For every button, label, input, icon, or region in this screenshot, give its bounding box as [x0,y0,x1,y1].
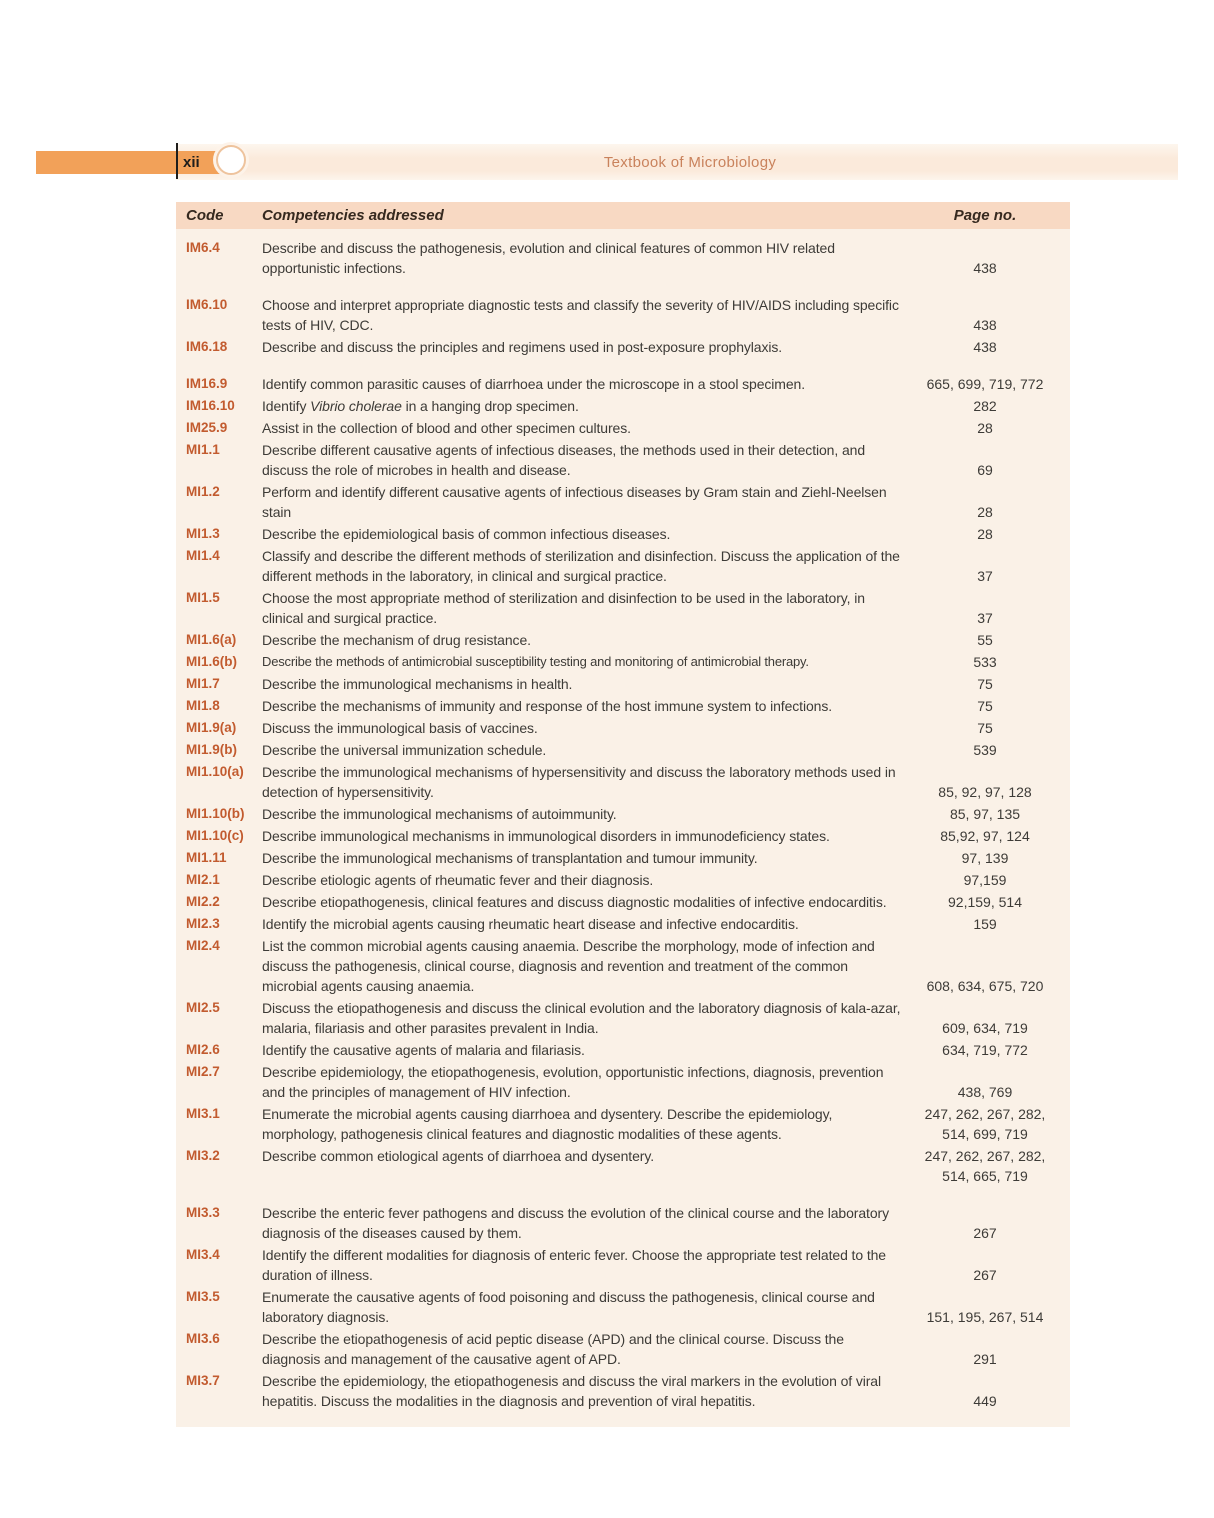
table-row [186,630,1064,650]
table-row [186,696,1064,716]
table-row [186,1371,1064,1411]
competency-description: Identify the causative agents of malaria and filariasis. [262,1042,585,1058]
page-numbers: 37 [977,568,993,584]
competency-code: MI1.8 [186,698,220,713]
page-numbers: 533 [973,654,997,670]
competency-description: Identify Vibrio cholerae in a hanging drop specimen. [262,398,579,414]
competency-description: Enumerate the microbial agents causing diarrhoea and dysentery. Describe the epidemiology, morphology, pathogenesis clinical features and diagnostic modalities of these agents. [262,1106,833,1142]
competency-description: Describe epidemiology, the etiopathogenesis, evolution, opportunistic infections, diagnosis, prevention and the principles of management of HIV infection. [262,1064,884,1100]
table-row [186,848,1064,868]
competency-description: Identify common parasitic causes of diarrhoea under the microscope in a stool specimen. [262,376,806,392]
table-row [186,337,1064,357]
competency-code: MI1.6(b) [186,654,238,669]
competency-code: MI1.9(b) [186,742,238,757]
competency-description: Describe the immunological mechanisms in health. [262,676,573,692]
page-numbers: 438 [973,339,997,355]
page-numbers: 75 [977,720,993,736]
page-numbers: 28 [977,420,993,436]
page-numbers: 539 [973,742,997,758]
competency-code: MI3.5 [186,1289,220,1304]
competency-description: Discuss the immunological basis of vaccines. [262,720,538,736]
page-numbers: 438, 769 [957,1084,1013,1100]
competency-code: MI1.9(a) [186,720,237,735]
table-row [186,652,1064,672]
page-numbers: 267 [973,1225,997,1241]
competency-description: Identify the microbial agents causing rheumatic heart disease and infective endocarditis. [262,916,799,932]
competency-description: Describe the methods of antimicrobial susceptibility testing and monitoring of antimicrobial therapy. [262,654,809,669]
competency-code: IM16.9 [186,376,228,391]
page-numbers: 85, 92, 97, 128 [938,784,1032,800]
competency-code: MI2.3 [186,916,220,931]
page-numbers: 75 [977,698,993,714]
page-numbers: 97,159 [963,872,1007,888]
competency-code: MI1.1 [186,442,220,457]
competency-code: MI3.7 [186,1373,220,1388]
table-row [186,1040,1064,1060]
competency-code: MI2.5 [186,1000,220,1015]
table-row [186,718,1064,738]
table-row [186,588,1064,628]
competency-description: Describe etiopathogenesis, clinical features and discuss diagnostic modalities of infective endocarditis. [262,894,887,910]
page-numbers: 97, 139 [961,850,1009,866]
competency-description: Describe and discuss the principles and regimens used in post-exposure prophylaxis. [262,339,783,355]
page-numbers: 37 [977,610,993,626]
table-row [186,482,1064,522]
table-row [186,524,1064,544]
header-divider-line [176,143,178,179]
column-header-competency: Competencies addressed [262,207,444,224]
table-body [176,229,1070,1427]
competency-description: Identify the different modalities for diagnosis of enteric fever. Choose the appropriate test related to the duration of illness. [262,1247,886,1283]
competency-code: MI2.2 [186,894,220,909]
competency-description: Describe the immunological mechanisms of transplantation and tumour immunity. [262,850,758,866]
table-row [186,740,1064,760]
page-numbers: 28 [977,504,993,520]
running-title: Textbook of Microbiology [603,154,777,171]
competency-description: Describe the etiopathogenesis of acid peptic disease (APD) and the clinical course. Discuss the diagnosis and management of the causative agent of APD. [262,1331,844,1367]
table-row [186,1245,1064,1285]
circle-ornament-icon [216,145,246,175]
competency-description: Describe the immunological mechanisms of autoimmunity. [262,806,617,822]
table-header-row [176,202,1070,229]
table-row [186,396,1064,416]
page-numbers: 449 [973,1393,997,1409]
competency-code: MI1.2 [186,484,220,499]
page-number: xii [183,154,200,171]
page-numbers: 291 [973,1351,997,1367]
table-row [186,238,1064,278]
competency-description: Classify and describe the different methods of sterilization and disinfection. Discuss the application of the different methods in the laboratory, in clinical and surgical practice. [262,548,900,584]
table-row [186,826,1064,846]
competency-code: MI1.10(a) [186,764,244,779]
table-row [186,892,1064,912]
table-row [186,295,1064,335]
competency-description: Describe the mechanism of drug resistance. [262,632,531,648]
page-numbers: 267 [973,1267,997,1283]
competency-description: Perform and identify different causative agents of infectious diseases by Gram stain and Ziehl-Neelsen stain [262,484,887,520]
table-row [186,804,1064,824]
competency-description: Describe the immunological mechanisms of hypersensitivity and discuss the laboratory methods used in detection of hypersensitivity. [262,764,896,800]
competency-code: MI1.10(c) [186,828,244,843]
competency-code: IM16.10 [186,398,235,413]
competency-description: Choose the most appropriate method of sterilization and disinfection to be used in the laboratory, in clinical and surgical practice. [262,590,865,626]
competency-description: List the common microbial agents causing anaemia. Describe the morphology, mode of infection and discuss the pathogenesis, clinical course, diagnosis and revention and treatment of the common microbial agents causing anaemia. [262,938,875,994]
table-row [186,870,1064,890]
page-numbers: 55 [977,632,993,648]
competency-description: Choose and interpret appropriate diagnostic tests and classify the severity of HIV/AIDS including specific tests of HIV, CDC. [262,297,899,333]
competency-code: MI2.7 [186,1064,220,1079]
competency-description: Describe and discuss the pathogenesis, evolution and clinical features of common HIV related opportunistic infections. [262,240,835,276]
page-numbers: 159 [973,916,997,932]
table-row [186,418,1064,438]
competency-code: MI3.2 [186,1148,220,1163]
competency-code: MI2.4 [186,938,220,953]
table-row [186,1062,1064,1102]
competency-code: IM6.10 [186,297,228,312]
table-row [186,1146,1064,1186]
competency-description: Describe common etiological agents of diarrhoea and dysentery. [262,1148,654,1164]
page-numbers: 609, 634, 719 [942,1020,1028,1036]
page-numbers: 438 [973,317,997,333]
competency-code: MI1.5 [186,590,220,605]
page-numbers: 85, 97, 135 [949,806,1021,822]
page-numbers: 634, 719, 772 [942,1042,1028,1058]
competency-code: MI3.4 [186,1247,220,1262]
competency-code: MI2.6 [186,1042,220,1057]
page-numbers: 608, 634, 675, 720 [926,978,1044,994]
competency-code: MI1.7 [186,676,220,691]
competency-code: MI3.1 [186,1106,220,1121]
table-row [186,440,1064,480]
page-numbers: 665, 699, 719, 772 [926,376,1044,392]
competency-description: Describe the universal immunization schedule. [262,742,547,758]
table-row [186,674,1064,694]
competency-code: MI1.6(a) [186,632,237,647]
table-row [186,914,1064,934]
header-accent-bar [36,151,234,174]
competency-description: Describe the epidemiology, the etiopathogenesis and discuss the viral markers in the evolution of viral hepatitis. Discuss the modalities in the diagnosis and prevention of viral hepatitis. [262,1373,882,1409]
table-row [186,762,1064,802]
table-row [186,1329,1064,1369]
column-header-page: Page no. [953,207,1017,224]
table-row [186,374,1064,394]
page-numbers: 75 [977,676,993,692]
page-numbers: 438 [973,260,997,276]
page-numbers: 85,92, 97, 124 [940,828,1030,844]
table-row [186,1104,1064,1144]
table-row [186,998,1064,1038]
competency-code: MI1.3 [186,526,220,541]
competency-description: Describe the mechanisms of immunity and response of the host immune system to infections. [262,698,833,714]
competency-description: Describe the enteric fever pathogens and discuss the evolution of the clinical course and the laboratory diagnosis of the diseases caused by them. [262,1205,889,1241]
page-numbers: 69 [977,462,993,478]
competency-code: MI1.4 [186,548,220,563]
competency-description: Describe different causative agents of infectious diseases, the methods used in their detection, and discuss the role of microbes in health and disease. [262,442,865,478]
competency-code: IM25.9 [186,420,228,435]
table-row [186,546,1064,586]
page-numbers: 92,159, 514 [948,894,1022,910]
page-numbers: 247, 262, 267, 282, 514, 665, 719 [924,1148,1046,1184]
page-numbers: 247, 262, 267, 282, 514, 699, 719 [924,1106,1046,1142]
page-numbers: 151, 195, 267, 514 [926,1309,1044,1325]
competency-description: Describe the epidemiological basis of common infectious diseases. [262,526,671,542]
competency-code: MI1.10(b) [186,806,245,821]
competency-description: Enumerate the causative agents of food poisoning and discuss the pathogenesis, clinical course and laboratory diagnosis. [262,1289,875,1325]
competency-code: IM6.4 [186,240,220,255]
competency-code: MI1.11 [186,850,227,865]
competency-description: Describe etiologic agents of rheumatic fever and their diagnosis. [262,872,654,888]
page-numbers: 282 [973,398,997,414]
column-header-code: Code [186,207,224,224]
competency-code: MI3.6 [186,1331,220,1346]
competency-table [176,202,1070,1427]
competency-description: Describe immunological mechanisms in immunological disorders in immunodeficiency states. [262,828,830,844]
page-numbers: 28 [977,526,993,542]
competency-description: Assist in the collection of blood and other specimen cultures. [262,420,631,436]
competency-code: MI3.3 [186,1205,220,1220]
table-row [186,936,1064,996]
table-row [186,1287,1064,1327]
competency-code: IM6.18 [186,339,228,354]
table-row [186,1203,1064,1243]
competency-code: MI2.1 [186,872,220,887]
competency-description: Discuss the etiopathogenesis and discuss the clinical evolution and the laboratory diagnosis of kala-azar, malaria, filariasis and other parasites prevalent in India. [262,1000,901,1036]
